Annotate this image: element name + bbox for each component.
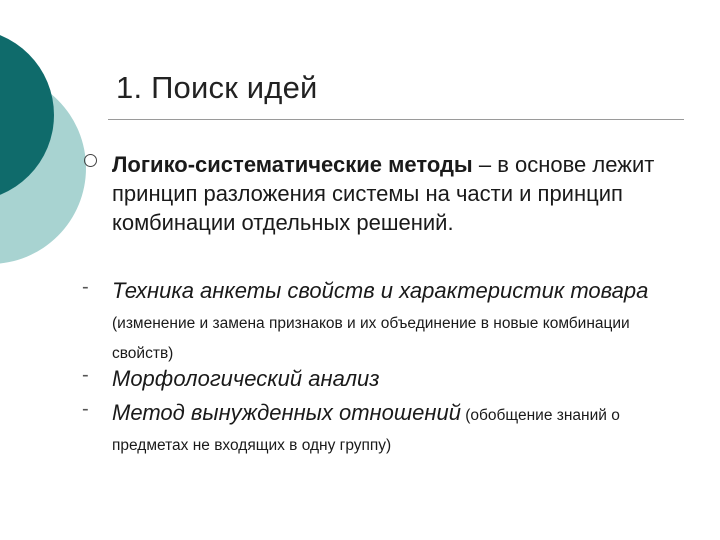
bullet-term: Техника анкеты свойств и характеристик товара [112,278,649,303]
bullet-note: (изменение и замена признаков и их объединение в новые комбинации свойств) [112,315,630,362]
bullet-forced-relations [82,398,692,458]
circle-bullet-icon [84,154,97,167]
bullet-term: Метод вынужденных отношений [112,400,461,425]
title-divider [108,119,684,120]
bullet-properties-questionnaire [82,276,692,366]
bullet-note: (обобщение знаний о предметах не входящих в одну группу) [112,407,620,454]
slide-title: 1. Поиск идей [116,70,318,105]
bullet-term: Морфологический анализ [112,366,380,391]
bullet-text: – в основе лежит принцип разложения системы на части и принцип комбинации отдельных решений. [112,152,655,235]
dash-bullet-marker: - [82,398,89,420]
dash-bullet-marker: - [82,276,89,298]
bullet-morphological-analysis [82,364,692,393]
bullet-term: Логико-систематические методы [112,152,473,177]
bullet-logical-methods [82,150,692,237]
dash-bullet-marker: - [82,364,89,386]
